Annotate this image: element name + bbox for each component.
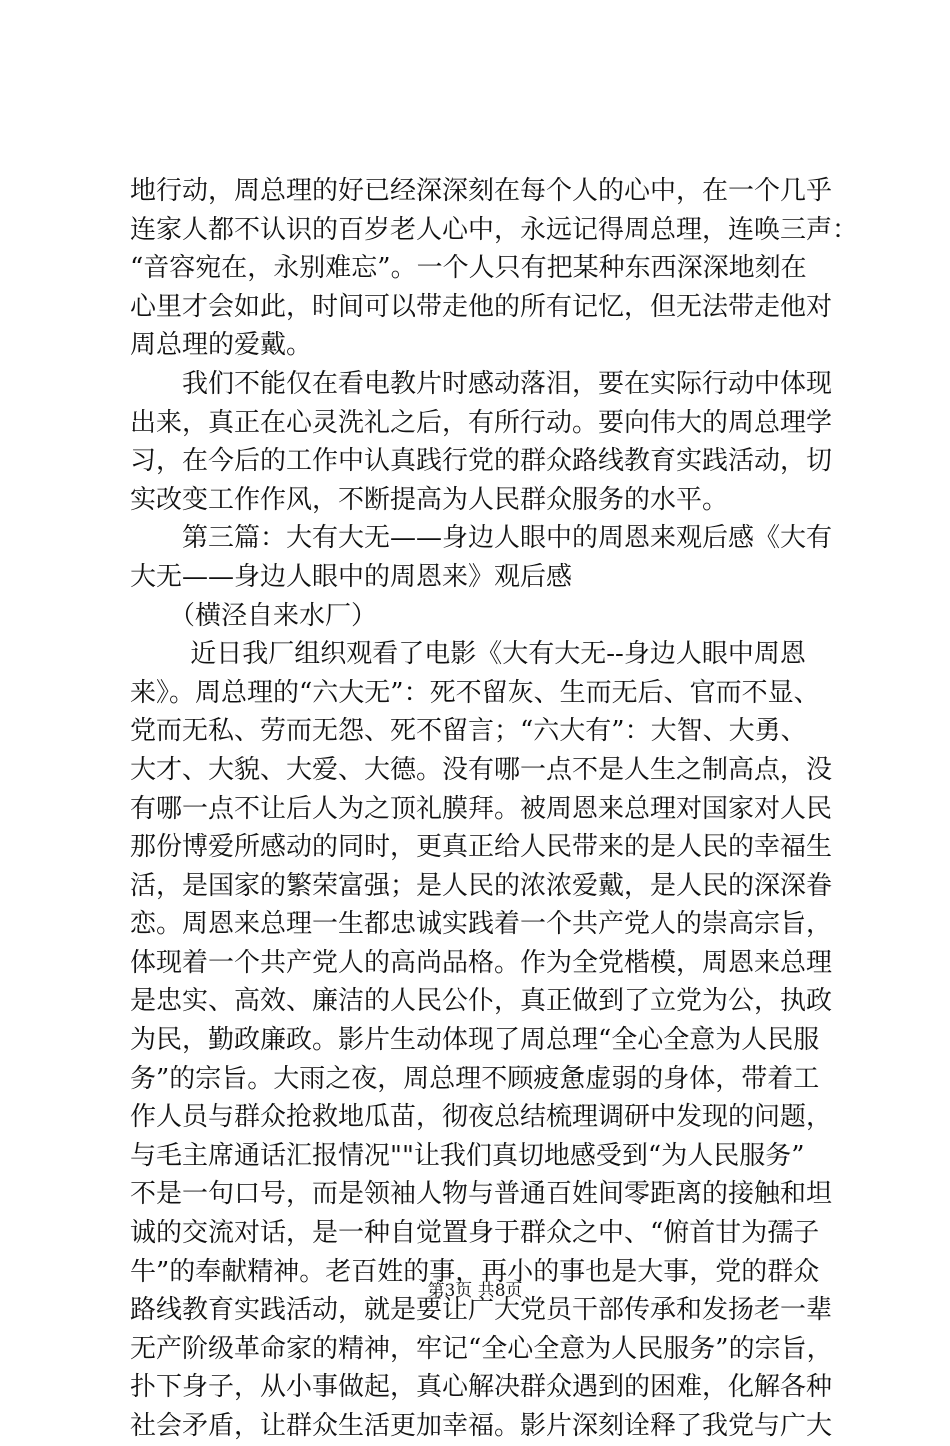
text-line: 社会矛盾，让群众生活更加幸福。影片深刻诠释了我党与广大 bbox=[130, 1411, 833, 1441]
text-line: 我们不能仅在看电教片时感动落泪，要在实际行动中体现 bbox=[130, 368, 833, 399]
text-line: 出来，真正在心灵洗礼之后，有所行动。要向伟大的周总理学 bbox=[130, 407, 833, 438]
text-line: 牛”的奉献精神。老百姓的事，再小的事也是大事，党的群众 bbox=[130, 1256, 820, 1287]
text-line: 来》。周总理的“六大无”：死不留灰、生而无后、官而不显、 bbox=[130, 677, 820, 708]
text-line: 党而无私、劳而无怨、死不留言；“六大有”：大智、大勇、 bbox=[130, 716, 807, 747]
section-heading-line: 大无——身边人眼中的周恩来》观后感 bbox=[130, 561, 573, 592]
text-line: 体现着一个共产党人的高尚品格。作为全党楷模，周恩来总理 bbox=[130, 947, 833, 978]
author-line: （横泾自来水厂） bbox=[130, 600, 378, 631]
text-line: 地行动，周总理的好已经深深刻在每个人的心中，在一个几乎 bbox=[130, 176, 833, 206]
text-line: 有哪一点不让后人为之顶礼膜拜。被周恩来总理对国家对人民 bbox=[130, 793, 833, 824]
text-line: 与毛主席通话汇报情况""让我们真切地感受到“为人民服务” bbox=[130, 1140, 805, 1171]
text-line: 大才、大貌、大爱、大德。没有哪一点不是人生之制高点，没 bbox=[130, 754, 833, 785]
text-line: 实改变工作作风，不断提高为人民群众服务的水平。 bbox=[130, 484, 729, 515]
text-line: 恋。周恩来总理一生都忠诚实践着一个共产党人的崇高宗旨， bbox=[130, 909, 833, 940]
text-line: 诚的交流对话，是一种自觉置身于群众之中、“俯首甘为孺子 bbox=[130, 1218, 820, 1249]
text-line: 无产阶级革命家的精神，牢记“全心全意为人民服务”的宗旨， bbox=[130, 1333, 833, 1364]
text-line: 路线教育实践活动，就是要让广大党员干部传承和发扬老一辈 bbox=[130, 1295, 833, 1326]
page-number-footer: 第3页 共8页 bbox=[427, 1281, 523, 1301]
text-line: 近日我厂组织观看了电影《大有大无--身边人眼中周恩 bbox=[130, 639, 806, 670]
text-line: 连家人都不认识的百岁老人心中，永远记得周总理，连唤三声： bbox=[130, 214, 859, 245]
text-line: “音容宛在，永别难忘”。一个人只有把某种东西深深地刻在 bbox=[130, 253, 807, 284]
text-line: 不是一句口号，而是领袖人物与普通百姓间零距离的接触和坦 bbox=[130, 1179, 833, 1210]
text-line: 周总理的爱戴。 bbox=[130, 330, 313, 361]
text-line: 务”的宗旨。大雨之夜，周总理不顾疲惫虚弱的身体，带着工 bbox=[130, 1063, 820, 1094]
text-line: 那份博爱所感动的同时，更真正给人民带来的是人民的幸福生 bbox=[130, 832, 833, 863]
text-line: 为民，勤政廉政。影片生动体现了周总理“全心全意为人民服 bbox=[130, 1025, 820, 1056]
text-line: 是忠实、高效、廉洁的人民公仆，真正做到了立党为公，执政 bbox=[130, 986, 833, 1017]
text-line: 扑下身子，从小事做起，真心解决群众遇到的困难，化解各种 bbox=[130, 1372, 833, 1403]
text-line: 作人员与群众抢救地瓜苗，彻夜总结梳理调研中发现的问题， bbox=[130, 1102, 833, 1133]
section-heading-line: 第三篇：大有大无——身边人眼中的周恩来观后感《大有 bbox=[130, 523, 833, 554]
text-line: 心里才会如此，时间可以带走他的所有记忆，但无法带走他对 bbox=[130, 291, 833, 322]
document-body bbox=[130, 172, 859, 1446]
text-line: 习，在今后的工作中认真践行党的群众路线教育实践活动，切 bbox=[130, 446, 833, 477]
text-line: 活，是国家的繁荣富强；是人民的浓浓爱戴，是人民的深深眷 bbox=[130, 870, 833, 901]
